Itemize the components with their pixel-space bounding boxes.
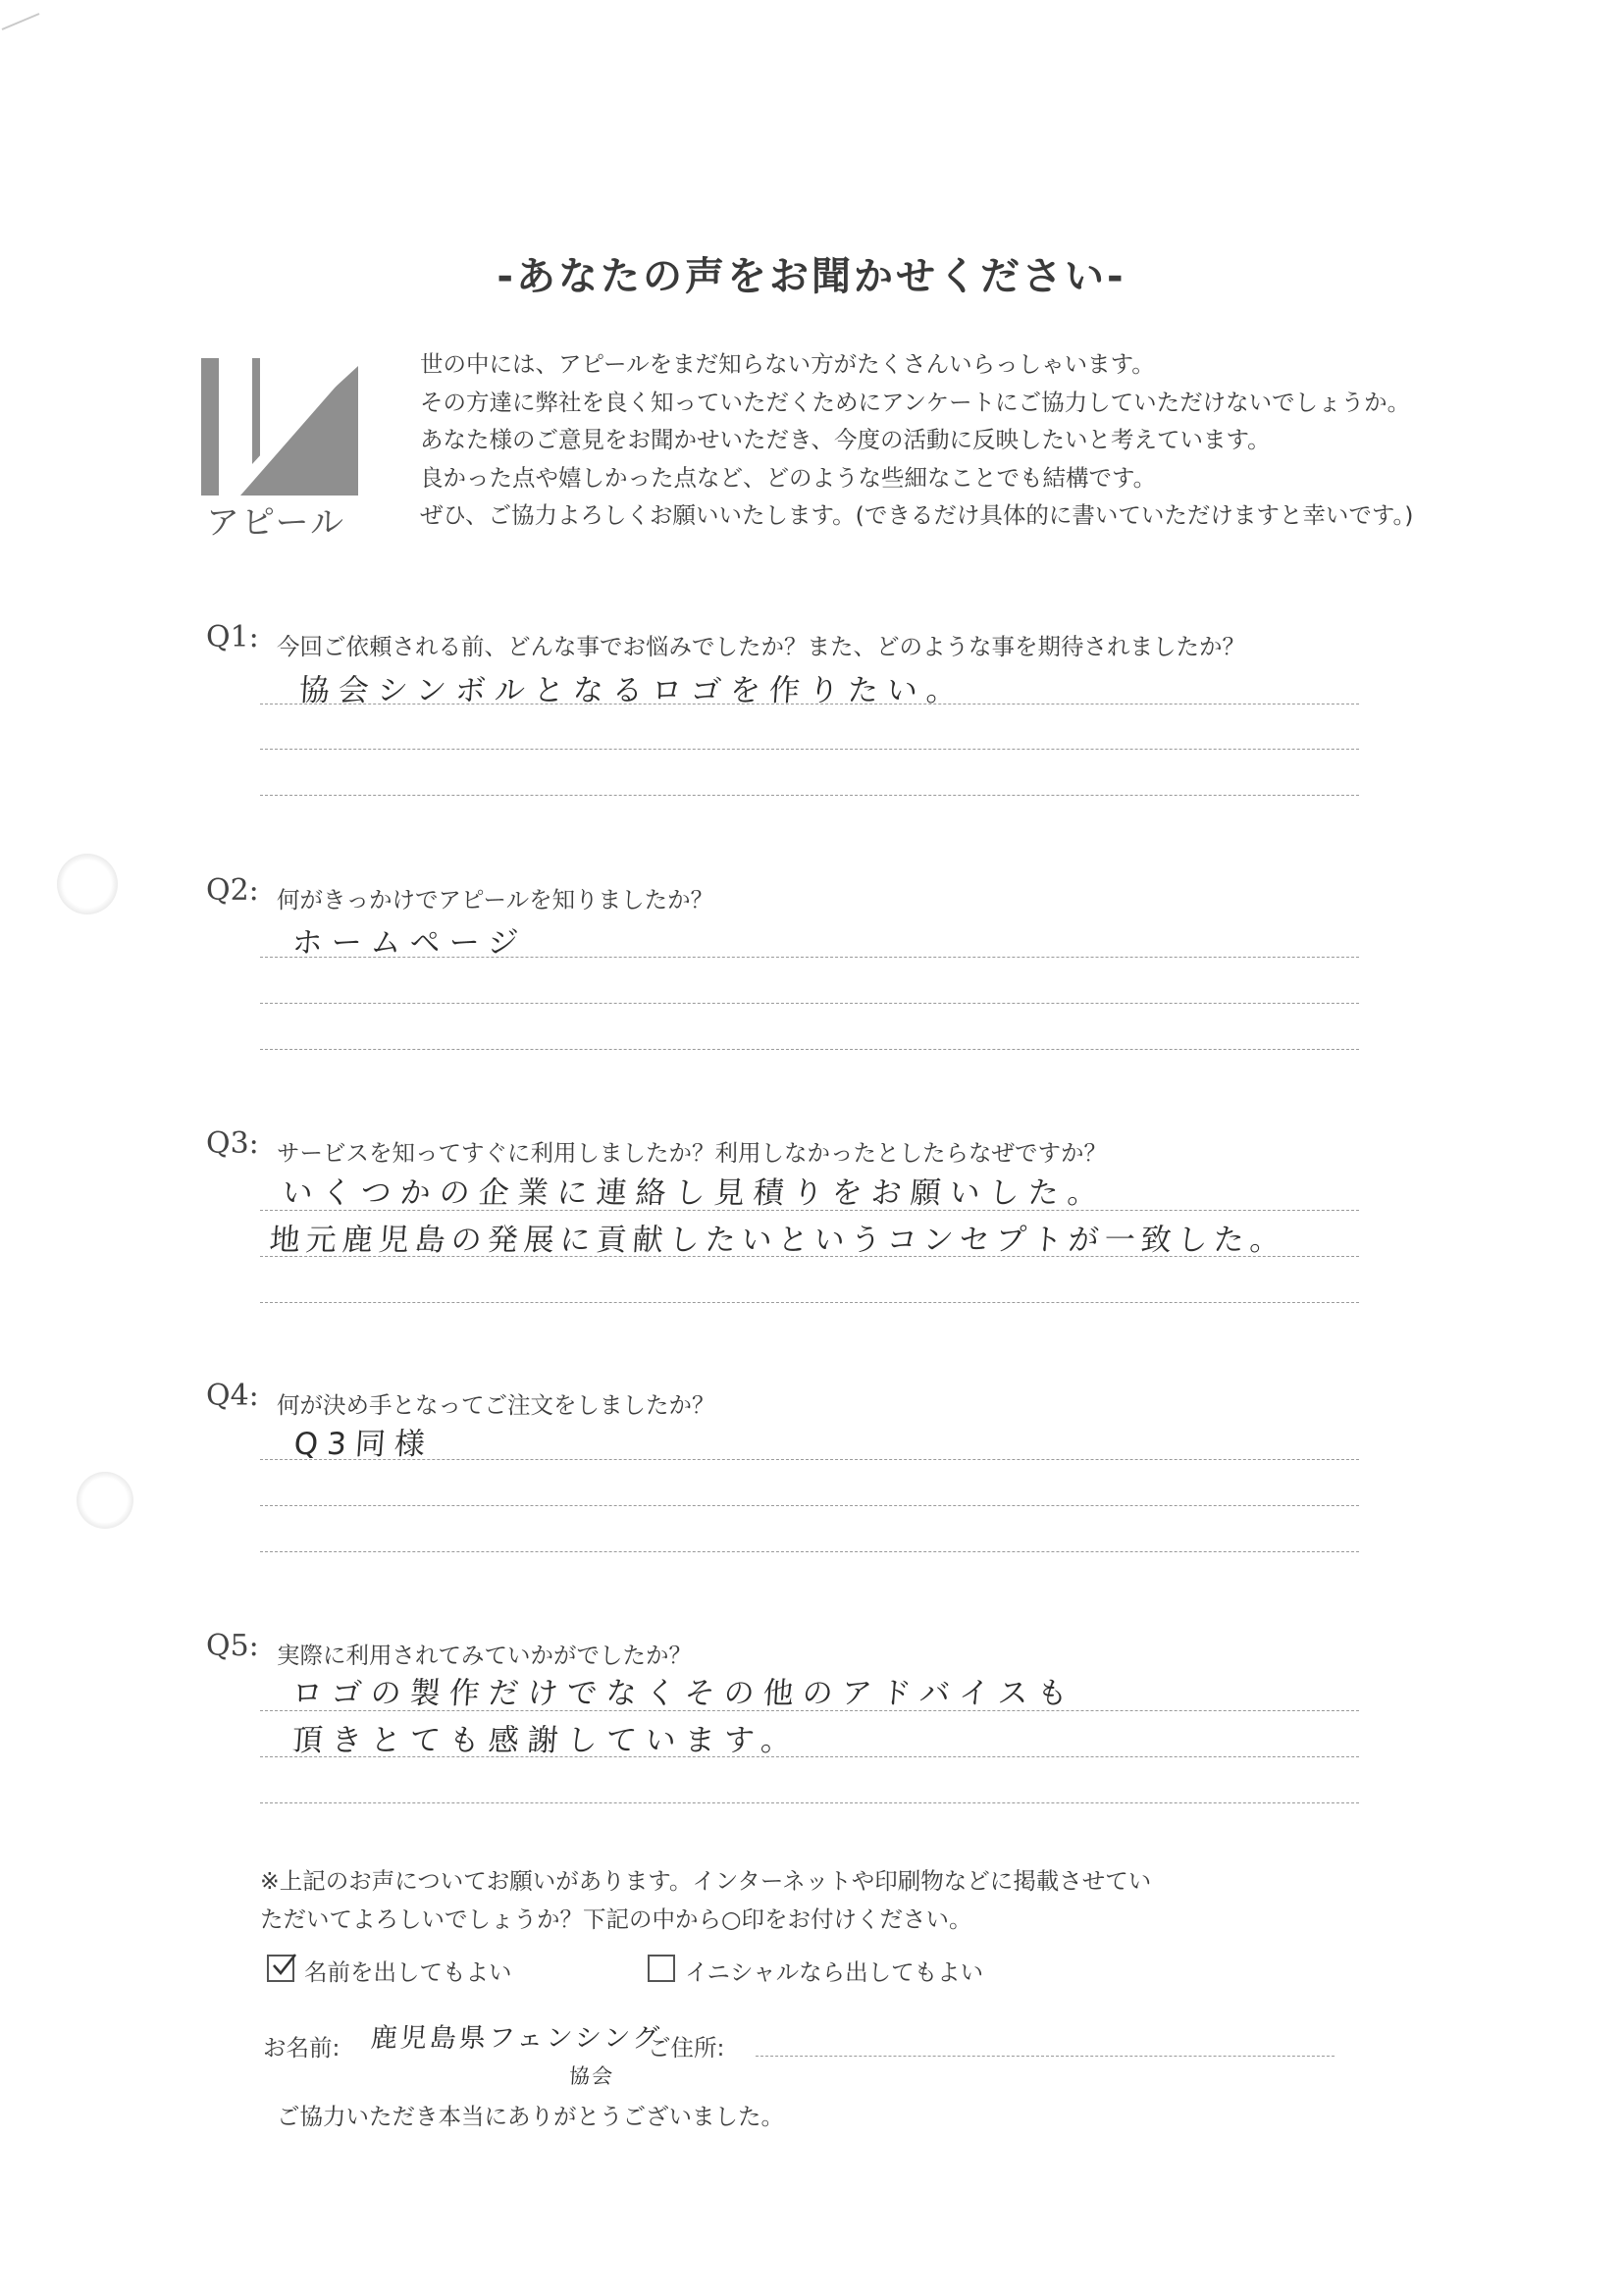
q4-answer-rule — [260, 1551, 1359, 1552]
q1-label: Q1: — [206, 620, 259, 654]
q5-label: Q5: — [206, 1629, 259, 1663]
intro-line: 世の中には、アピールをまだ知らない方がたくさんいらっしゃいます。 — [420, 350, 1155, 378]
q2-answer-rule — [260, 1049, 1359, 1050]
q3-answer-rule — [260, 1210, 1359, 1211]
name-value: 鹿児島県フェンシング — [369, 2023, 663, 2054]
q2-answer-rule — [260, 1003, 1359, 1004]
q1-answer-line-1: 協会シンボルとなるロゴを作りたい。 — [297, 673, 968, 708]
initial-ok-label: イニシャルなら出してもよい — [685, 1958, 984, 1986]
corner-mark — [0, 0, 59, 39]
intro-line: ぜひ、ご協力よろしくお願いいたします。(できるだけ具体的に書いていただけますと幸いです。) — [420, 501, 1414, 529]
q1-question: 今回ご依頼される前、どんな事でお悩みでしたか？また、どのような事を期待されましたか？ — [277, 633, 1245, 660]
notice-line: ただいてよろしいでしょうか？下記の中から○印をお付けください。 — [260, 1905, 972, 1933]
intro-text — [420, 345, 1519, 535]
page-title: -あなたの声をお聞かせください- — [497, 254, 1126, 299]
name-label: お名前: — [263, 2034, 340, 2061]
intro-line: 良かった点や嬉しかった点など、どのような些細なことでも結構です。 — [420, 463, 1157, 492]
q3-answer-line-1: いくつかの企業に連絡し見積りをお願いした。 — [281, 1175, 1109, 1211]
checkmark-icon — [272, 1954, 297, 1979]
q3-answer-line-2: 地元鹿児島の発展に貢献したいというコンセプトが一致した。 — [268, 1223, 1288, 1258]
q5-answer-line-2: 頂きとても感謝しています。 — [290, 1723, 802, 1758]
name-ok-checkbox[interactable] — [267, 1955, 294, 1982]
q4-label: Q4: — [206, 1379, 259, 1413]
q3-question: サービスを知ってすぐに利用しましたか？利用しなかったとしたらなぜですか？ — [277, 1139, 1107, 1167]
q1-answer-rule — [260, 795, 1359, 796]
name-value-line-2: 協会 — [568, 2064, 615, 2088]
intro-line: あなた様のご意見をお聞かせいただき、今度の活動に反映したいと考えています。 — [420, 426, 1271, 453]
logo-text: アピール — [206, 503, 345, 543]
q5-answer-rule — [260, 1802, 1359, 1803]
initial-ok-checkbox[interactable] — [648, 1955, 675, 1982]
q2-label: Q2: — [206, 873, 259, 908]
q2-answer-rule — [260, 957, 1359, 958]
notice-line: ※上記のお声についてお願いがあります。インターネットや印刷物などに掲載させてい — [260, 1867, 1152, 1895]
q5-answer-rule — [260, 1710, 1359, 1711]
q4-answer-line-1: Q3同様 — [292, 1427, 436, 1462]
name-ok-label: 名前を出してもよい — [304, 1958, 512, 1986]
q5-answer-rule — [260, 1756, 1359, 1757]
q5-question: 実際に利用されてみていかがでしたか？ — [277, 1642, 692, 1669]
q1-answer-rule — [260, 749, 1359, 750]
q2-answer-line-1: ホームページ — [290, 925, 529, 961]
q3-label: Q3: — [206, 1126, 259, 1161]
q2-question: 何がきっかけでアピールを知りましたか？ — [277, 886, 714, 913]
punch-hole-top — [57, 854, 118, 914]
q3-answer-rule — [260, 1302, 1359, 1303]
q4-answer-rule — [260, 1459, 1359, 1460]
address-label: ご住所: — [648, 2034, 725, 2061]
q4-answer-rule — [260, 1505, 1359, 1506]
closing-message: ご協力いただき本当にありがとうございました。 — [277, 2103, 784, 2130]
punch-hole-bottom — [77, 1472, 133, 1529]
q4-question: 何が決め手となってご注文をしましたか？ — [277, 1391, 715, 1419]
intro-line: その方達に弊社を良く知っていただくためにアンケートにご協力していただけないでしょうか。 — [420, 388, 1411, 416]
q5-answer-line-1: ロゴの製作だけでなくその他のアドバイスも — [290, 1676, 1078, 1711]
q3-answer-rule — [260, 1256, 1359, 1257]
publication-notice — [260, 1862, 1359, 1939]
address-field-rule — [756, 2056, 1335, 2057]
